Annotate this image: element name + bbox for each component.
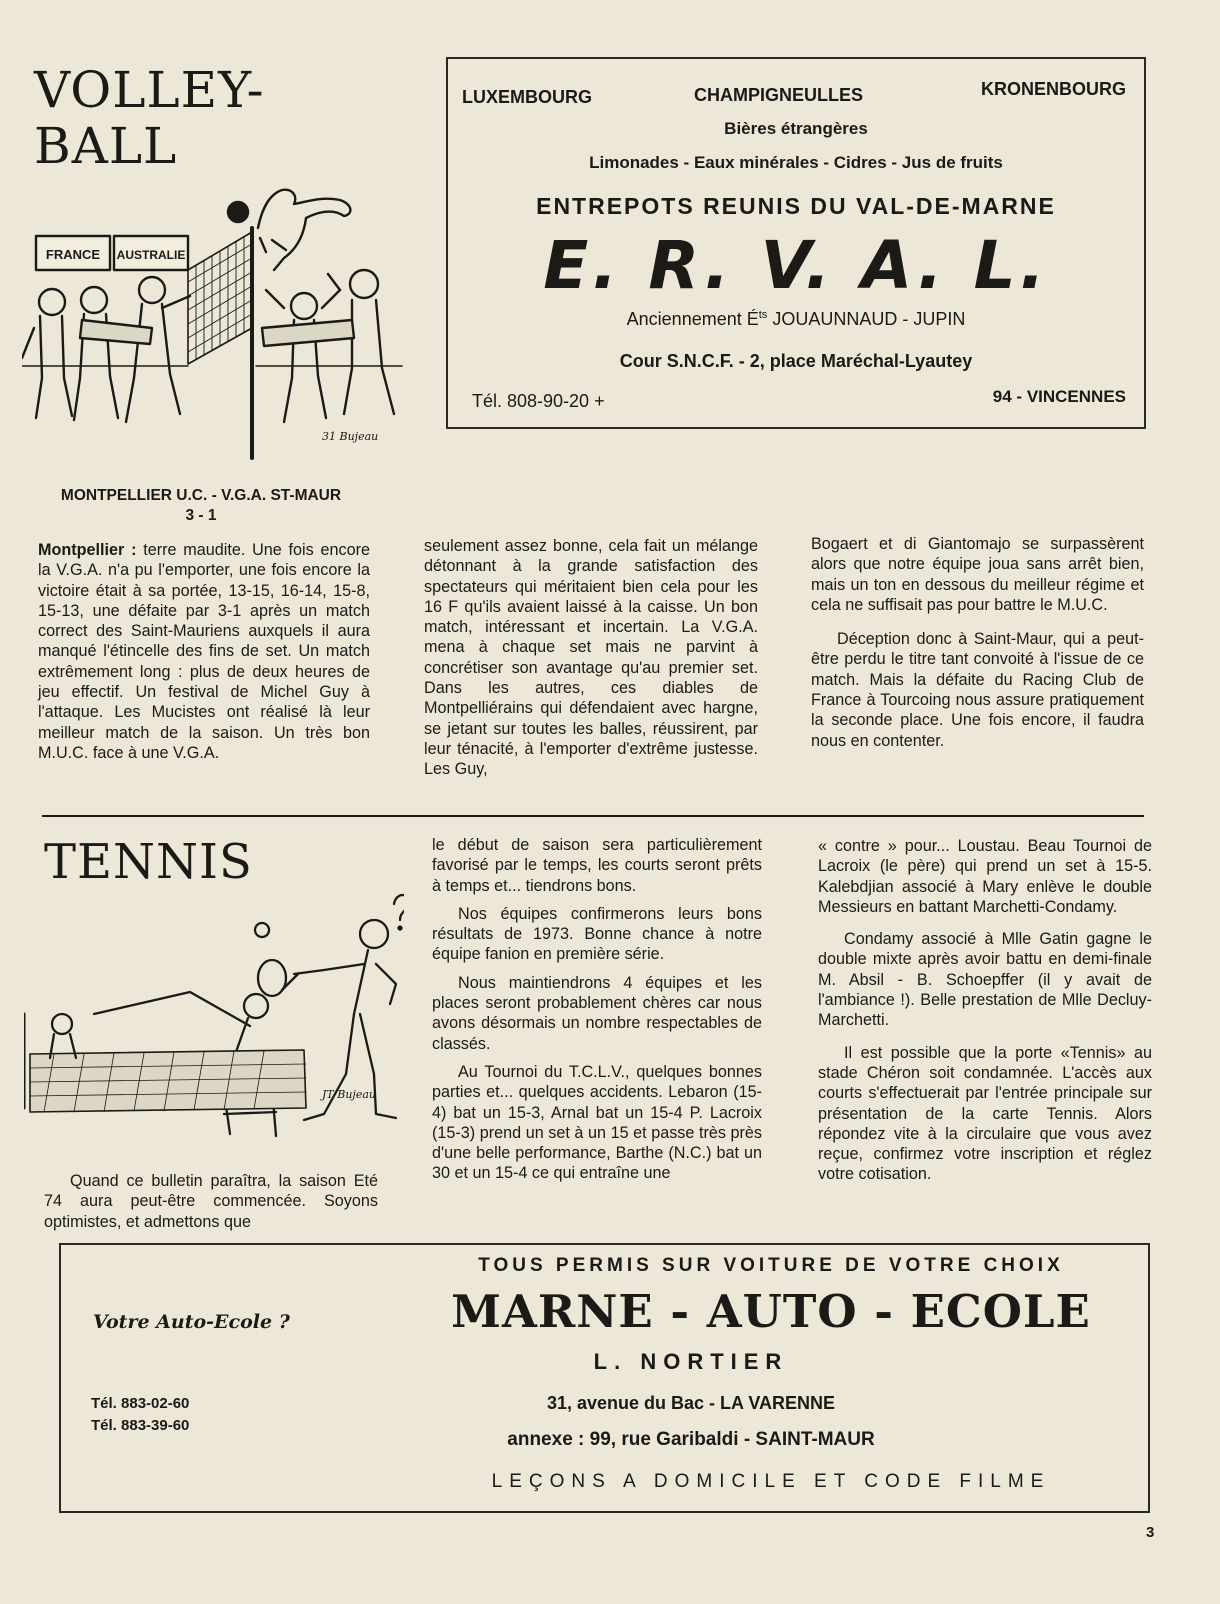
erval-logo: E. R. V. A. L. bbox=[543, 227, 1049, 304]
volleyball-col2-paragraph: seulement assez bonne, cela fait un mélange détonnant à la grande satisfaction des spectateurs qui méritaient bien cela pour les 16 F qu'ils avaient laissé à la caisse. Un bon match, intéressant et incertain. La V.G.A. mena à chaque set mais ne parvint à concrétiser son avantage qu'au premier set. Dans les autres, ces diables de Montpelliérains qui défendaient avec hargne, se jetant sur toutes les balles, réussirent, par leur ténacité, à l'emporter d'extrême justesse. Les Guy, bbox=[424, 537, 758, 779]
tennis-column-3 bbox=[818, 836, 1152, 1185]
volleyball-title-line2: BALL bbox=[34, 117, 178, 175]
tennis-col2-paragraph-2: Nos équipes confirmerons leurs bons résultats de 1973. Bonne chance à notre équipe fanion en première série. bbox=[432, 904, 762, 964]
match-score: 3 - 1 bbox=[185, 507, 217, 524]
brand-champigneulles: CHAMPIGNEULLES bbox=[694, 85, 864, 105]
tennis-column-1 bbox=[44, 1171, 378, 1232]
auto-ecole-tagline: TOUS PERMIS SUR VOITURE DE VOTRE CHOIX bbox=[478, 1255, 1064, 1276]
erval-phone: Tél. 808-90-20 + bbox=[472, 391, 605, 411]
volleyball-illustration-signature: 31 Bujeau bbox=[322, 430, 379, 443]
page-number: 3 bbox=[1146, 1524, 1155, 1541]
match-heading bbox=[36, 486, 366, 526]
auto-ecole-owner: L. NORTIER bbox=[593, 1349, 789, 1374]
auto-ecole-tel-2: Tél. 883-39-60 bbox=[91, 1417, 190, 1434]
formerly-prefix: Anciennement É bbox=[626, 309, 759, 329]
erval-city: 94 - VINCENNES bbox=[992, 387, 1126, 406]
auto-ecole-address: 31, avenue du Bac - LA VARENNE bbox=[546, 1393, 836, 1413]
entrepots-line: ENTREPOTS REUNIS DU VAL-DE-MARNE bbox=[536, 193, 1056, 219]
volleyball-title-line1: VOLLEY- bbox=[34, 61, 265, 119]
tennis-col2-paragraph-1: le début de saison sera particulièrement favorisé par le temps, les courts seront prêts à temps et... tiendrons bons. bbox=[432, 836, 762, 895]
formerly-sup: ts bbox=[758, 309, 768, 321]
volleyball-col1-paragraph bbox=[38, 540, 370, 763]
tennis-col2-paragraph-4: Au Tournoi du T.C.L.V., quelques bonnes parties et... quelques accidents. Lebaron (15-4) bat un 15-3, Arnal bat un 15-4 P. Lacroix (15-3) prend un set à un 15 et passe très près d'une belle performance, Barthe (N.C.) bat un 30 et un 15-4 ce qui entraîne une bbox=[432, 1062, 762, 1183]
tennis-illustration-signature: JT Bujeau bbox=[322, 1088, 376, 1101]
lead-bold: Montpellier : bbox=[38, 541, 137, 559]
tennis-col2-paragraph-3: Nous maintiendrons 4 équipes et les places seront probablement chères car nous avons désormais un nombre respectables de classés. bbox=[432, 973, 762, 1053]
volleyball-col1-text: terre maudite. Une fois encore la V.G.A. n'a pu l'emporter, une fois encore la victoire était à sa portée, 13-15, 16-14, 15-8, 15-13, une défaite par 3-1 après un match correct des Saint-Mauriens auxquels il aura manqué l'étincelle des fins de set. Un match extrêmement long : plus de deux heures de jeu effectif. Un festival de Michel Guy à l'attaque. Les Mucistes ont réalisé là leur meilleur match de la saison. Un très bon M.U.C. face à une V.G.A. bbox=[38, 541, 370, 762]
tennis-illustration bbox=[24, 874, 404, 1144]
auto-ecole-name: MARNE - AUTO - ECOLE bbox=[451, 1285, 1091, 1338]
volleyball-column-3 bbox=[811, 534, 1144, 751]
tennis-col3-paragraph-3: Il est possible que la porte «Tennis» au stade Chéron soit condamnée. L'accès aux courts s'effectuerait par l'entrée principale sur présentation de la carte Tennis. Alors répondez vite à la circulaire que vous avez reçue, confirmez votre inscription et réglez votre cotisation. bbox=[818, 1043, 1152, 1184]
brand-kronenbourg: KRONENBOURG bbox=[980, 79, 1126, 99]
section-divider bbox=[42, 815, 1144, 817]
bieres-etrangeres: Bières étrangères bbox=[724, 119, 868, 138]
drinks-line: Limonades - Eaux minérales - Cidres - Jus de fruits bbox=[589, 153, 1003, 172]
sign-france: FRANCE bbox=[45, 247, 101, 262]
auto-ecole-question: Votre Auto-Ecole ? bbox=[93, 1311, 290, 1333]
volleyball-illustration bbox=[22, 178, 408, 468]
brand-luxembourg: LUXEMBOURG bbox=[462, 87, 592, 107]
auto-ecole-lessons: LEÇONS A DOMICILE ET CODE FILME bbox=[491, 1471, 1051, 1492]
tennis-col1-paragraph: Quand ce bulletin paraîtra, la saison Eté 74 aura peut-être commencée. Soyons optimistes, et admettons que bbox=[44, 1172, 378, 1231]
auto-ecole-tel-1: Tél. 883-02-60 bbox=[91, 1395, 190, 1412]
volleyball-col3-paragraph-2: Déception donc à Saint-Maur, qui a peut-être perdu le titre tant convoité à l'issue de ce match. Mais la défaite du Racing Club de France à Tourcoing nous assure pratiquement la seconde place. Une fois encore, il faudra nous en contenter. bbox=[811, 630, 1144, 750]
tennis-title: TENNIS bbox=[44, 834, 253, 890]
tennis-column-2 bbox=[432, 835, 762, 1184]
erval-advertisement bbox=[446, 57, 1146, 429]
auto-ecole-annexe: annexe : 99, rue Garibaldi - SAINT-MAUR bbox=[507, 1429, 875, 1450]
sign-australie: AUSTRALIE bbox=[116, 248, 186, 262]
volleyball-title bbox=[34, 62, 265, 174]
erval-address: Cour S.N.C.F. - 2, place Maréchal-Lyautey bbox=[619, 351, 973, 371]
volleyball-col3-paragraph-1: Bogaert et di Giantomajo se surpassèrent alors que notre équipe joua sans arrêt bien, mais un ton en dessous du meilleur régime et cela ne suffisait pas pour battre le M.U.C. bbox=[811, 535, 1144, 614]
volleyball-column-1 bbox=[38, 540, 370, 763]
formerly-rest: JOUAUNNAUD - JUPIN bbox=[767, 309, 966, 329]
auto-ecole-advertisement bbox=[59, 1243, 1150, 1513]
tennis-col3-paragraph-1: « contre » pour... Loustau. Beau Tournoi de Lacroix (le père) qui prend un set à 15-5. Kalebdjian associé à Mary enlève le double Messieurs en battant Marchetti-Condamy. bbox=[818, 837, 1152, 916]
formerly-line bbox=[448, 309, 1144, 330]
tennis-col3-paragraph-2: Condamy associé à Mlle Gatin gagne le double mixte après avoir battu en demi-finale M. Absil - B. Schoepffer (il y avait de l'ambiance !). Belle prestation de Mlle Decluy-Marchetti. bbox=[818, 930, 1152, 1030]
volleyball-column-2 bbox=[424, 536, 758, 780]
match-title: MONTPELLIER U.C. - V.G.A. ST-MAUR bbox=[60, 487, 342, 504]
